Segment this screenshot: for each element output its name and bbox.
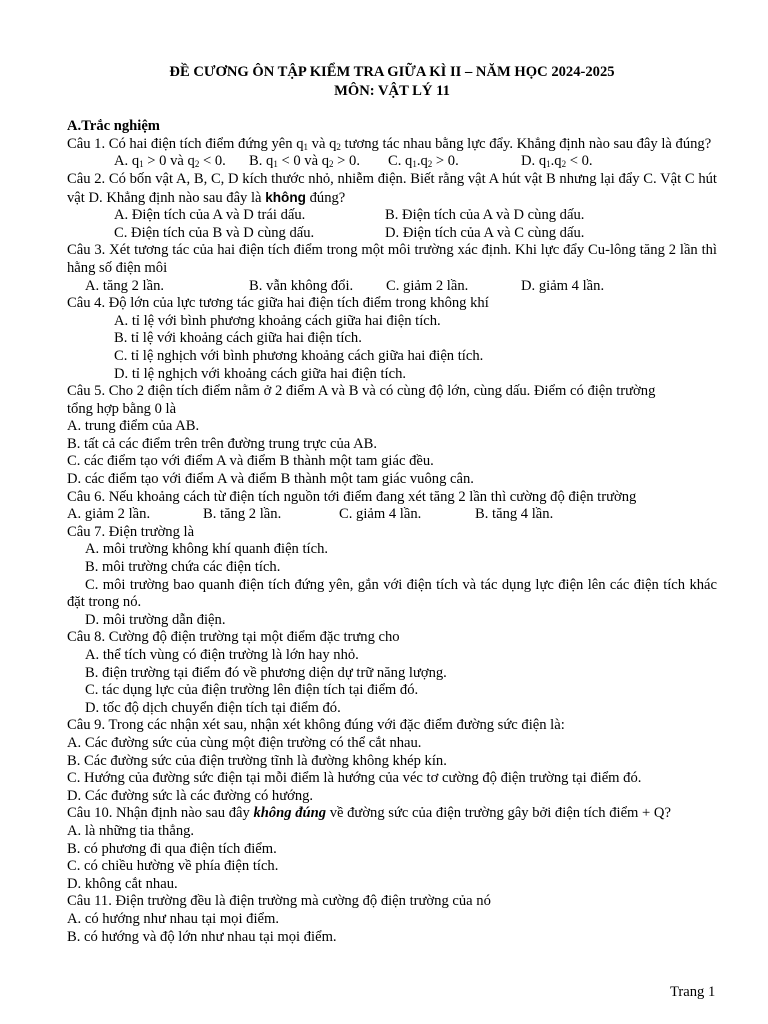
q10-option-b: B. có phương đi qua điện tích điểm. xyxy=(67,840,277,857)
q10-stem-part-b: về đường sức của điện trường gây bởi điện tích điểm + Q? xyxy=(326,805,671,822)
q1-stem-part-a: Câu 1. Có hai điện tích điểm đứng yên q xyxy=(67,135,304,152)
q6-option-b: B. tăng 2 lần. xyxy=(203,506,282,523)
question-10-stem xyxy=(67,805,717,823)
q5-option-c: C. các điểm tạo với điểm A và điểm B thành một tam giác đều. xyxy=(67,453,434,470)
q6-option-a: A. giảm 2 lần. xyxy=(67,506,151,523)
q7-option-b: B. môi trường chứa các điện tích. xyxy=(85,559,281,576)
q10-option-d: D. không cắt nhau. xyxy=(67,875,178,892)
document-content xyxy=(67,63,717,946)
q2-option-b: B. Điện tích của A và D cùng dấu. xyxy=(385,207,585,224)
q4-option-a: A. tỉ lệ với bình phương khoảng cách giữa hai điện tích. xyxy=(114,312,441,329)
q10-option-c: C. có chiều hường về phía điện tích. xyxy=(67,858,279,875)
q11-option-a: A. có hướng như nhau tại mọi điểm. xyxy=(67,910,280,927)
q1-option-a: A. $q_1 > 0$ và $q_2 < 0$. xyxy=(114,153,226,170)
q2-option-c: C. Điện tích của B và D cùng dấu. xyxy=(114,224,315,241)
q10-keyword: không đúng xyxy=(253,805,327,822)
q6-option-c: C. giảm 4 lần. xyxy=(339,506,422,523)
q2-options-row-1 xyxy=(67,207,717,225)
q9-option-a: A. Các đường sức của cùng một điện trường có thể cắt nhau. xyxy=(67,734,422,751)
question-3-stem: Câu 3. Xét tương tác của hai điện tích điểm trong một môi trường xác định. Khi lực đẩy Cu-lông tăng 2 lần thì hằng số điện môi xyxy=(67,242,717,276)
question-3 xyxy=(67,242,717,295)
q4-option-b: B. tỉ lệ với khoảng cách giữa hai điện tích. xyxy=(114,330,362,347)
q10-option-a: A. là những tia thẳng. xyxy=(67,822,195,839)
question-3-options xyxy=(67,278,717,296)
q1-stem-part-b: và q xyxy=(308,135,337,152)
q9-option-c: C. Hướng của đường sức điện tại mỗi điểm là hướng của véc tơ cường độ điện trường tại điểm đó. xyxy=(67,770,642,787)
question-10 xyxy=(67,805,717,893)
question-1 xyxy=(67,136,717,171)
q2-option-d: D. Điện tích của A và C cùng dấu. xyxy=(385,224,585,241)
document-title xyxy=(67,63,717,100)
question-7-stem: Câu 7. Điện trường là xyxy=(67,523,195,540)
q2-option-a: A. Điện tích của A và D trái dấu. xyxy=(114,207,306,224)
question-4 xyxy=(67,295,717,383)
q5-option-b: B. tất cả các điểm trên trên đường trung trực của AB. xyxy=(67,435,378,452)
question-5-stem-line-1: Câu 5. Cho 2 điện tích điểm nằm ở 2 điểm A và B và có cùng độ lớn, cùng dấu. Điểm có điện trường xyxy=(67,383,656,400)
q2-keyword: không xyxy=(265,189,306,205)
q8-option-c: C. tác dụng lực của điện trường lên điện tích tại điểm đó. xyxy=(85,682,419,699)
question-11 xyxy=(67,893,717,946)
q3-option-c: C. giảm 2 lần. xyxy=(386,277,469,294)
q3-option-d: D. giảm 4 lần. xyxy=(521,277,605,294)
q4-option-d: D. tỉ lệ nghịch với khoảng cách giữa hai điện tích. xyxy=(114,365,407,382)
q1-stem-part-c: tương tác nhau bằng lực đẩy. Khẳng định nào sau đây là đúng? xyxy=(340,135,712,152)
q3-option-a: A. tăng 2 lần. xyxy=(85,277,165,294)
title-line-2: MÔN: VẬT LÝ 11 xyxy=(334,82,450,99)
page-number: Trang 1 xyxy=(670,984,716,1000)
question-1-stem xyxy=(67,136,717,154)
question-9-stem: Câu 9. Trong các nhận xét sau, nhận xét không đúng với đặc điểm đường sức điện là: xyxy=(67,717,565,734)
q11-option-b: B. có hướng và độ lớn như nhau tại mọi điểm. xyxy=(67,928,337,945)
question-1-options xyxy=(67,153,717,171)
q5-option-d: D. các điểm tạo với điểm A và điểm B thành một tam giác vuông cân. xyxy=(67,471,474,488)
question-7 xyxy=(67,524,717,630)
question-9 xyxy=(67,717,717,805)
q1-option-d: D. $q_1.q_2 < 0$. xyxy=(521,153,593,170)
q8-option-b: B. điện trường tại điểm đó về phương diện dự trữ năng lượng. xyxy=(85,664,447,681)
question-6-stem: Câu 6. Nếu khoảng cách từ điện tích nguồn tới điểm đang xét tăng 2 lần thì cường độ điện trường xyxy=(67,488,637,505)
q10-stem-part-a: Câu 10. Nhận định nào sau đây xyxy=(67,805,254,822)
q2-stem-part-a: Câu 2. Có bốn vật A, B, C, D kích thước nhỏ, nhiễm điện. Biết rằng vật A hút vật B nhưng lại đẩy C. Vật C hút vật D. Khẳng định nào sau đây là xyxy=(67,170,717,206)
question-8 xyxy=(67,629,717,717)
q3-option-b: B. vẫn không đổi. xyxy=(249,277,354,294)
q6-option-d: B. tăng 4 lần. xyxy=(475,506,554,523)
question-5 xyxy=(67,383,717,489)
question-8-stem: Câu 8. Cường độ điện trường tại một điểm đặc trưng cho xyxy=(67,629,400,646)
question-11-stem: Câu 11. Điện trường đều là điện trường mà cường độ điện trường của nó xyxy=(67,893,491,910)
question-5-stem-line-2: tổng hợp bằng 0 là xyxy=(67,400,177,417)
question-2 xyxy=(67,171,717,242)
q1-sub-2: 2 xyxy=(336,141,341,152)
question-2-stem xyxy=(67,171,717,207)
q4-option-c: C. tỉ lệ nghịch với bình phương khoảng cách giữa hai điện tích. xyxy=(114,347,484,364)
q7-option-d: D. môi trường dẫn điện. xyxy=(85,611,226,628)
q7-option-a: A. môi trường không khí quanh điện tích. xyxy=(85,541,329,558)
q7-option-c: C. môi trường bao quanh điện tích đứng yên, gắn với điện tích và tác dụng lực điện lên các điện tích khác đặt trong nó. xyxy=(67,576,717,611)
question-6 xyxy=(67,489,717,524)
title-line-1: ĐỀ CƯƠNG ÔN TẬP KIỂM TRA GIỮA KÌ II – NĂM HỌC 2024-2025 xyxy=(169,64,615,80)
q9-option-d: D. Các đường sức là các đường có hướng. xyxy=(67,787,314,804)
q2-options-row-2 xyxy=(67,225,717,243)
q5-option-a: A. trung điểm của AB. xyxy=(67,418,200,435)
question-6-options xyxy=(67,506,717,524)
q1-option-b: B. $q_1 < 0$ và $q_2 > 0$. xyxy=(249,153,361,170)
q1-option-c: C. $q_1.q_2 > 0$. xyxy=(388,153,459,170)
q9-option-b: B. Các đường sức của điện trường tĩnh là đường không khép kín. xyxy=(67,752,447,769)
q8-option-d: D. tốc độ dịch chuyển điện tích tại điểm đó. xyxy=(85,699,341,716)
q8-option-a: A. thể tích vùng có điện trường là lớn hay nhỏ. xyxy=(85,647,359,663)
question-4-stem: Câu 4. Độ lớn của lực tương tác giữa hai điện tích điểm trong không khí xyxy=(67,295,489,312)
section-heading: A.Trắc nghiệm xyxy=(67,118,160,135)
q1-sub-1: 1 xyxy=(303,141,309,152)
q2-stem-part-b: đúng? xyxy=(305,189,346,206)
